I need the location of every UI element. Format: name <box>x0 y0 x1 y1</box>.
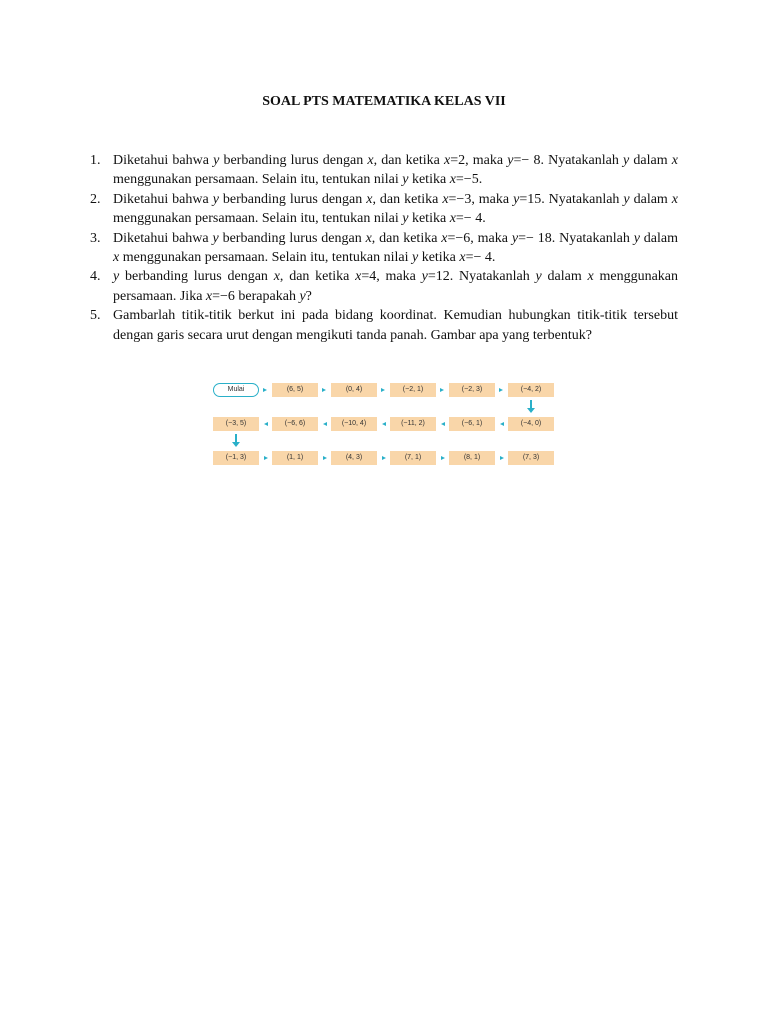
question-text: dalam <box>629 153 672 168</box>
question-list <box>84 151 678 345</box>
arrow-left-icon <box>500 422 504 426</box>
question-item <box>84 151 678 190</box>
math-variable: x <box>671 153 678 168</box>
coordinate-cell: (−2, 1) <box>390 383 436 397</box>
math-variable: x <box>444 153 451 168</box>
math-variable: y <box>213 153 220 168</box>
coordinate-cell: (−6, 1) <box>449 417 495 431</box>
coordinate-cell: (8, 1) <box>449 451 495 465</box>
question-text: , dan ketika <box>372 191 443 207</box>
math-variable: x <box>449 211 456 227</box>
question-text: berbanding lurus dengan <box>218 230 366 246</box>
arrow-right-icon <box>441 456 445 460</box>
math-variable: y <box>113 269 120 285</box>
arrow-left-icon <box>382 422 386 426</box>
question-number: 1. <box>90 153 101 168</box>
coordinate-cell: (−11, 2) <box>390 417 436 431</box>
coordinate-cell: (−3, 5) <box>213 417 259 431</box>
question-text: Diketahui bahwa <box>113 191 213 207</box>
math-variable: x <box>449 172 456 188</box>
math-variable: y <box>633 230 640 246</box>
math-variable: x <box>205 288 213 304</box>
question-text: dalam <box>629 191 672 207</box>
math-variable: y <box>623 191 630 207</box>
coordinate-cell: (4, 3) <box>331 451 377 465</box>
math-variable: x <box>355 269 362 285</box>
question-text: menggunakan persamaan. Jika <box>113 269 679 304</box>
question-number: 4. <box>90 269 101 285</box>
arrow-right-icon <box>263 388 267 392</box>
coordinate-cell: (−1, 3) <box>213 451 259 465</box>
math-variable: x <box>113 250 120 266</box>
question-text: =15. Nyatakanlah <box>519 191 624 207</box>
math-variable: x <box>587 269 594 285</box>
math-variable: x <box>273 269 280 285</box>
question-text: =− 4. <box>455 211 486 227</box>
question-number: 3. <box>90 230 101 246</box>
math-variable: x <box>441 230 448 246</box>
arrow-right-icon <box>323 456 327 460</box>
start-label: Mulai <box>213 383 259 397</box>
coordinate-cell: (7, 3) <box>508 451 554 465</box>
question-text: ketika <box>408 172 450 188</box>
math-variable: x <box>366 191 373 207</box>
question-text: dalam <box>639 230 678 246</box>
question-text: Gambarlah titik-titik berkut ini pada bidang koordinat. Kemudian hubungkan titik-titik tersebut dengan garis secara urut dengan mengikuti tanda panah. Gambar apa yang terbentuk? <box>113 308 678 343</box>
arrow-left-icon <box>441 422 445 426</box>
math-variable: x <box>365 230 372 246</box>
math-variable: y <box>212 230 219 246</box>
coordinate-flow-diagram <box>213 383 555 468</box>
arrow-right-icon <box>499 388 503 392</box>
question-number: 5. <box>90 308 101 324</box>
question-text: , dan ketika <box>373 153 444 168</box>
arrow-right-icon <box>500 456 504 460</box>
math-variable: y <box>299 288 306 304</box>
question-text: menggunakan persamaan. Selain itu, tentukan nilai <box>113 172 403 188</box>
coordinate-cell: (7, 1) <box>390 451 436 465</box>
question-text: =4, maka <box>361 269 422 285</box>
coordinate-cell: (−6, 6) <box>272 417 318 431</box>
math-variable: y <box>513 191 520 207</box>
coordinate-cell: (−4, 0) <box>508 417 554 431</box>
math-variable: x <box>442 191 449 207</box>
question-text: ketika <box>418 250 460 266</box>
question-text: , dan ketika <box>371 230 442 246</box>
question-text: ? <box>305 288 312 304</box>
question-item <box>84 267 678 306</box>
math-variable: x <box>367 153 374 168</box>
question-text: =12. Nyatakanlah <box>427 269 536 285</box>
arrow-left-icon <box>323 422 327 426</box>
question-number: 2. <box>90 191 101 207</box>
question-item <box>84 306 678 345</box>
question-text: berbanding lurus dengan <box>219 153 368 168</box>
page-title: SOAL PTS MATEMATIKA KELAS VII <box>262 94 506 109</box>
arrow-right-icon <box>322 388 326 392</box>
arrow-right-icon <box>264 456 268 460</box>
math-variable: y <box>511 230 519 246</box>
question-text: =−5. <box>455 172 483 188</box>
coordinate-cell: (−4, 2) <box>508 383 554 397</box>
question-item <box>84 229 678 268</box>
coordinate-cell: (6, 5) <box>272 383 318 397</box>
question-text: ketika <box>408 211 450 227</box>
question-text: =− 4. <box>465 250 496 266</box>
math-variable: x <box>459 250 466 266</box>
arrow-right-icon <box>381 388 385 392</box>
question-text: , dan ketika <box>279 269 356 285</box>
question-text: =−3, maka <box>448 191 514 207</box>
arrow-down-icon <box>230 434 242 448</box>
math-variable: x <box>671 191 679 207</box>
arrow-right-icon <box>440 388 444 392</box>
math-variable: y <box>212 191 219 207</box>
question-text: menggunakan persamaan. Selain itu, tentukan nilai <box>119 250 412 266</box>
arrow-right-icon <box>382 456 386 460</box>
math-variable: y <box>402 172 409 188</box>
question-item <box>84 190 678 229</box>
math-variable: y <box>623 153 630 168</box>
coordinate-cell: (−10, 4) <box>331 417 377 431</box>
question-text: =−6 berapakah <box>212 288 300 304</box>
coordinate-cell: (1, 1) <box>272 451 318 465</box>
question-text: Diketahui bahwa <box>113 153 214 168</box>
question-text: berbanding lurus dengan <box>218 191 367 207</box>
math-variable: y <box>402 211 409 227</box>
question-text: =− 18. Nyatakanlah <box>518 230 634 246</box>
question-text: berbanding lurus dengan <box>119 269 274 285</box>
coordinate-cell: (0, 4) <box>331 383 377 397</box>
arrow-down-icon <box>525 400 537 414</box>
question-text: =− 8. Nyatakanlah <box>513 153 624 168</box>
question-text: =−6, maka <box>447 230 512 246</box>
coordinate-cell: (−2, 3) <box>449 383 495 397</box>
question-text: dalam <box>541 269 588 285</box>
arrow-left-icon <box>264 422 268 426</box>
math-variable: y <box>507 153 514 168</box>
question-text: Diketahui bahwa <box>113 230 213 246</box>
question-text: menggunakan persamaan. Selain itu, tentukan nilai <box>113 211 403 227</box>
math-variable: y <box>411 250 419 266</box>
question-text: =2, maka <box>450 153 508 168</box>
math-variable: y <box>535 269 542 285</box>
math-variable: y <box>421 269 428 285</box>
